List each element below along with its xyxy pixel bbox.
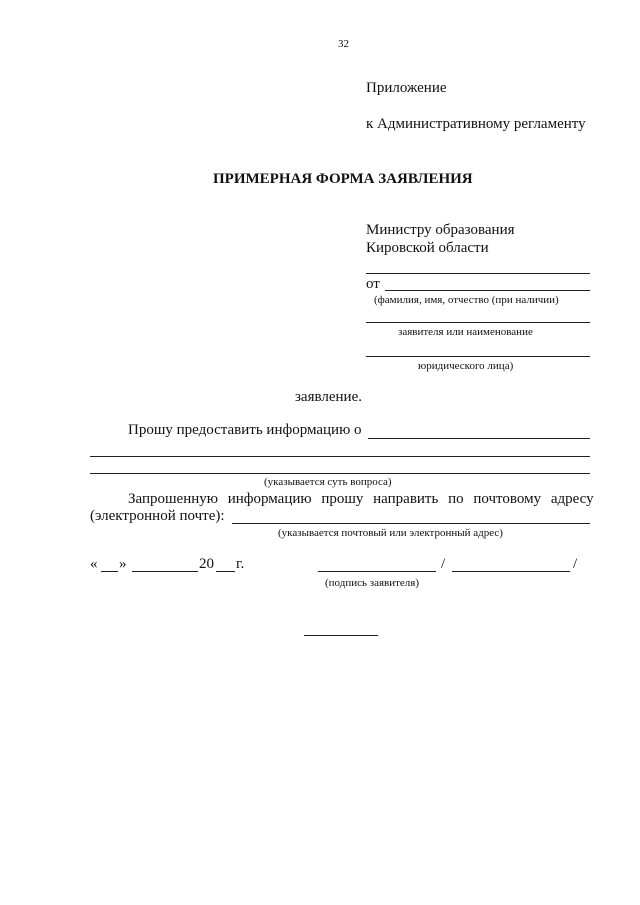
signature-blank: [318, 571, 436, 572]
date-year-suffix: г.: [236, 556, 245, 572]
signature-name-blank: [452, 571, 570, 572]
from-label: от: [366, 276, 380, 292]
request-blank-1: [368, 438, 590, 439]
appendix-subtitle: к Административному регламенту: [366, 116, 586, 132]
closing-rule: [304, 635, 378, 636]
request-text: Прошу предоставить информацию о: [128, 422, 362, 438]
request-blank-3: [90, 473, 590, 474]
page-number: 32: [338, 38, 349, 50]
delivery-text-line1: Запрошенную информацию прошу направить по почтовому адресу: [128, 491, 594, 507]
delivery-caption: (указывается почтовый или электронный адрес): [278, 527, 503, 539]
appendix-title: Приложение: [366, 80, 447, 96]
addressee-blank-2: [366, 322, 590, 323]
signature-slash-2: /: [573, 556, 578, 572]
delivery-text-line2: (электронной почте):: [90, 508, 225, 524]
addressee-line1: Министру образования: [366, 222, 515, 238]
signature-caption: (подпись заявителя): [325, 577, 420, 589]
addressee-blank-1: [366, 273, 590, 274]
caption-applicant: заявителя или наименование: [398, 326, 533, 338]
statement-word: заявление.: [295, 389, 362, 405]
date-close-quote: »: [119, 556, 127, 572]
addressee-line2: Кировской области: [366, 240, 489, 256]
date-year-blank: [216, 571, 235, 572]
caption-legal: юридического лица): [418, 360, 514, 372]
caption-name: (фамилия, имя, отчество (при наличии): [374, 294, 559, 306]
date-month-blank: [132, 571, 198, 572]
date-day-blank: [101, 571, 118, 572]
request-caption: (указывается суть вопроса): [264, 476, 392, 488]
request-blank-2: [90, 456, 590, 457]
date-year-prefix: 20: [199, 556, 214, 572]
form-title: ПРИМЕРНАЯ ФОРМА ЗАЯВЛЕНИЯ: [213, 171, 473, 187]
addressee-blank-3: [366, 356, 590, 357]
from-blank: [385, 290, 590, 291]
signature-slash-1: /: [441, 556, 446, 572]
date-open-quote: «: [90, 556, 98, 572]
delivery-blank: [232, 523, 590, 524]
